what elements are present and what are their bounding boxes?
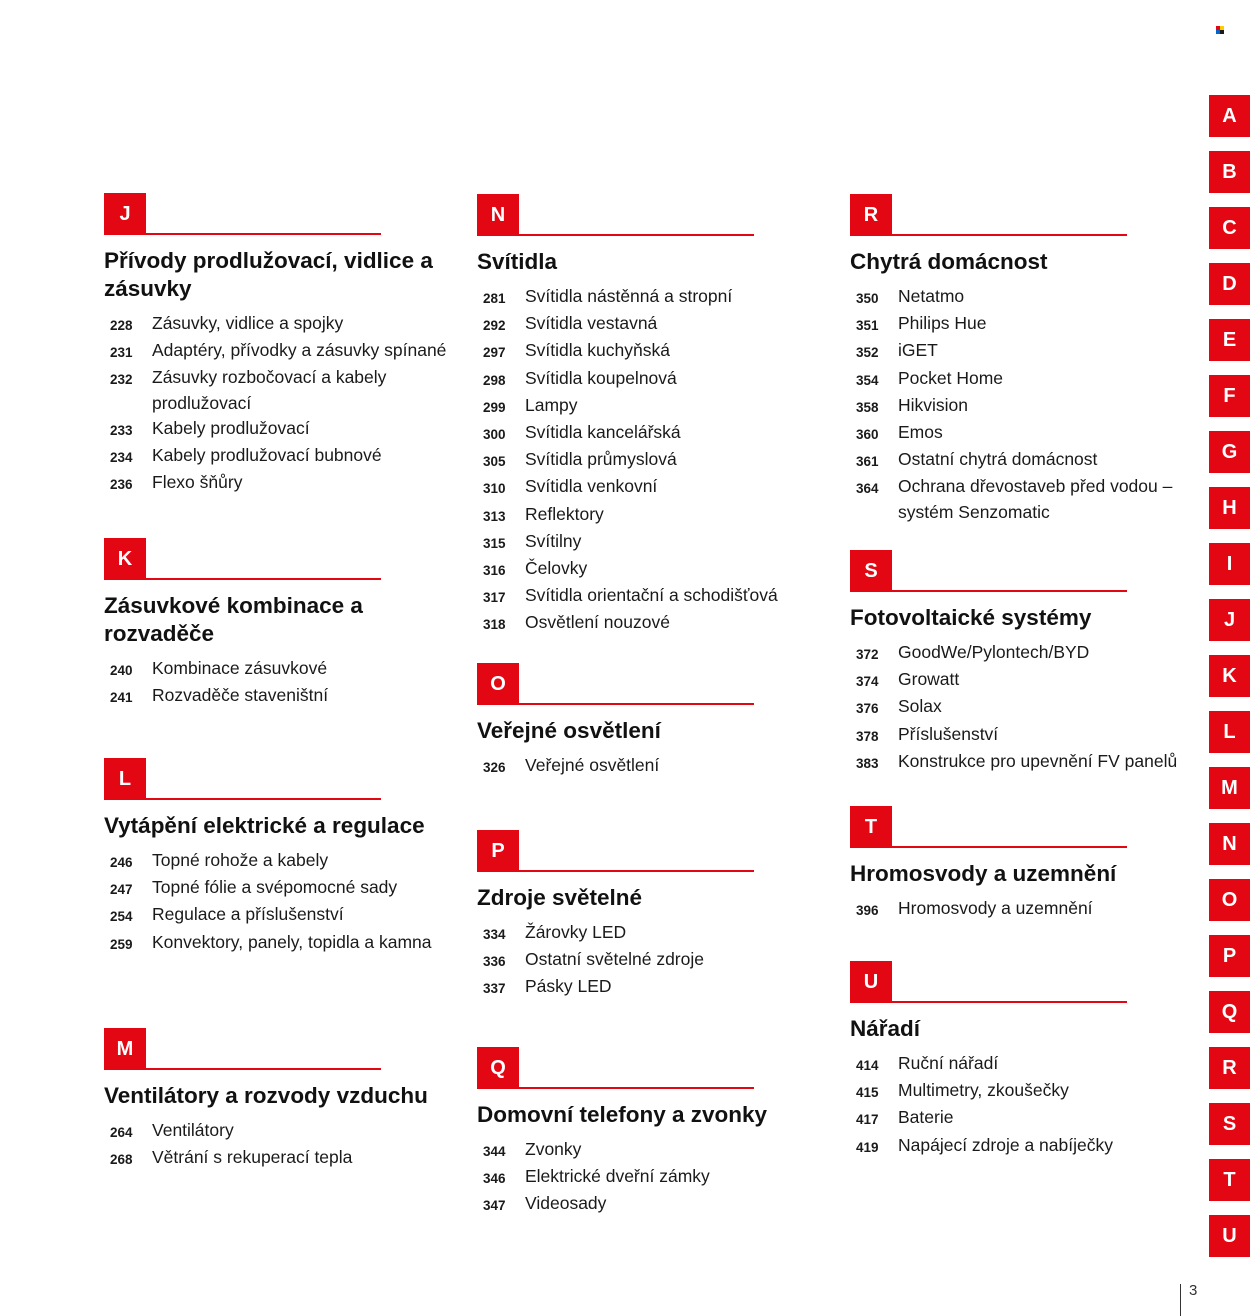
entry-page-number: 354: [856, 372, 879, 388]
index-entry[interactable]: [850, 284, 1195, 311]
entry-page-number: 305: [483, 454, 506, 470]
alphabet-tab-m[interactable]: M: [1209, 767, 1250, 809]
section-letter-badge: Q: [477, 1047, 519, 1089]
entry-page-number: 346: [483, 1171, 506, 1187]
page-number: 3: [1189, 1282, 1198, 1299]
section-title: Domovní telefony a zvonky: [477, 1102, 768, 1127]
alphabet-tab-g[interactable]: G: [1209, 431, 1250, 473]
index-entry[interactable]: [104, 683, 464, 710]
entry-page-number: 315: [483, 535, 506, 551]
section-header: [104, 193, 464, 235]
section-title: Nářadí: [850, 1016, 921, 1041]
section-letter-badge: O: [477, 663, 519, 705]
section-title: Zdroje světelné: [477, 885, 643, 910]
entry-page-number: 360: [856, 427, 879, 443]
entry-label: Svítidla nástěnná a stropní: [525, 286, 733, 306]
index-entry[interactable]: [850, 366, 1195, 393]
section-l: [104, 758, 464, 957]
entry-label: Hromosvody a uzemnění: [898, 898, 1093, 918]
entry-list: [850, 1051, 1195, 1160]
index-entry[interactable]: [477, 338, 837, 365]
entry-page-number: 334: [483, 927, 506, 942]
index-entry[interactable]: [850, 1078, 1195, 1105]
section-title: Ventilátory a rozvody vzduchu: [104, 1083, 428, 1108]
entry-page-number: 419: [856, 1139, 879, 1155]
entry-list: [850, 284, 1195, 525]
index-entry[interactable]: [104, 365, 464, 415]
entry-label: Rozvaděče staveništní: [152, 685, 329, 706]
entry-label: Zvonky: [525, 1139, 582, 1159]
entry-label: Multimetry, zkoušečky: [898, 1080, 1069, 1101]
entry-page-number: 264: [110, 1125, 133, 1140]
index-entry[interactable]: [477, 474, 837, 501]
section-letter-badge: S: [850, 550, 892, 592]
entry-label: Videosady: [525, 1193, 607, 1214]
entry-label: Ostatní světelné zdroje: [525, 949, 704, 970]
entry-page-number: 378: [856, 728, 879, 744]
entry-page-number: 415: [856, 1085, 879, 1101]
section-letter-badge: J: [104, 193, 146, 235]
entry-label: Svítidla orientační a schodišťová: [525, 585, 778, 606]
section-title: Svítidla: [477, 249, 558, 274]
alphabet-tab-s[interactable]: S: [1209, 1103, 1250, 1145]
section-letter-badge: M: [104, 1028, 146, 1070]
index-entry[interactable]: [477, 284, 837, 311]
entry-label: Čelovky: [525, 558, 588, 579]
section-s: [850, 550, 1195, 776]
index-entry[interactable]: [850, 447, 1195, 474]
alphabet-tab-n[interactable]: N: [1209, 823, 1250, 865]
entry-label: iGET: [898, 340, 938, 361]
alphabet-tab-j[interactable]: J: [1209, 599, 1250, 641]
entry-label: Topné fólie a svépomocné sady: [152, 877, 398, 898]
entry-label: Ventilátory: [152, 1120, 234, 1140]
alphabet-tab-o[interactable]: O: [1209, 879, 1250, 921]
entry-label: Svítidla koupelnová: [525, 367, 677, 388]
section-divider: [146, 578, 381, 580]
section-u: [850, 961, 1195, 1160]
entry-page-number: 316: [483, 563, 506, 579]
section-header: [104, 538, 464, 580]
alphabet-tab-f[interactable]: F: [1209, 375, 1250, 417]
entry-label: Reflektory: [525, 503, 604, 524]
entry-page-number: 318: [483, 617, 506, 633]
alphabet-tab-e[interactable]: E: [1209, 319, 1250, 361]
entry-label: Svítidla průmyslová: [525, 449, 677, 470]
alphabet-tab-c[interactable]: C: [1209, 207, 1250, 249]
index-entry[interactable]: [477, 610, 837, 637]
index-entry[interactable]: [850, 1051, 1195, 1078]
section-n: [477, 194, 837, 638]
entry-page-number: 228: [110, 318, 133, 333]
entry-page-number: 233: [110, 422, 133, 438]
entry-label: Lampy: [525, 394, 578, 415]
section-letter-badge: T: [850, 806, 892, 848]
index-entry[interactable]: [104, 1118, 474, 1145]
entry-page-number: 414: [856, 1058, 879, 1073]
index-entry[interactable]: [850, 474, 1195, 524]
section-letter-badge: N: [477, 194, 519, 236]
section-j: [104, 193, 464, 497]
section-letter-badge: U: [850, 961, 892, 1003]
entry-page-number: 299: [483, 399, 506, 415]
index-entry[interactable]: [104, 443, 464, 470]
section-divider: [892, 1001, 1127, 1003]
alphabet-tab-i[interactable]: I: [1209, 543, 1250, 585]
index-entry[interactable]: [104, 848, 464, 875]
entry-label: Baterie: [898, 1107, 954, 1128]
entry-page-number: 231: [110, 345, 133, 361]
entry-page-number: 344: [483, 1144, 506, 1159]
entry-label: Svítidla venkovní: [525, 476, 658, 497]
entry-page-number: 351: [856, 318, 879, 334]
index-entry[interactable]: [104, 416, 464, 443]
alphabet-tab-h[interactable]: H: [1209, 487, 1250, 529]
section-divider: [892, 846, 1127, 848]
section-letter-badge: R: [850, 194, 892, 236]
entry-label: Emos: [898, 422, 943, 443]
section-divider: [519, 703, 754, 705]
index-entry[interactable]: [104, 902, 464, 929]
entry-label: Topné rohože a kabely: [152, 850, 329, 870]
index-entry[interactable]: [104, 875, 464, 902]
entry-page-number: 374: [856, 674, 879, 690]
section-letter-badge: K: [104, 538, 146, 580]
section-q: [477, 1047, 817, 1219]
entry-page-number: 337: [483, 981, 506, 997]
section-title: Zásuvkové kombinace a rozvaděče: [104, 593, 363, 646]
section-r: [850, 194, 1195, 525]
index-entry[interactable]: [477, 420, 837, 447]
section-header: [850, 806, 1195, 848]
entry-page-number: 236: [110, 477, 133, 493]
entry-label: Kombinace zásuvkové: [152, 658, 328, 678]
section-header: [850, 550, 1195, 592]
entry-page-number: 246: [110, 855, 133, 870]
entry-label: Growatt: [898, 669, 960, 690]
entry-label: Pásky LED: [525, 976, 612, 997]
entry-label: Ostatní chytrá domácnost: [898, 449, 1098, 470]
entry-page-number: 298: [483, 372, 506, 388]
entry-label: Příslušenství: [898, 723, 999, 744]
entry-page-number: 292: [483, 318, 506, 334]
section-divider: [519, 234, 754, 236]
index-entry[interactable]: [104, 338, 464, 365]
index-entry[interactable]: [850, 1133, 1195, 1160]
index-entry[interactable]: [104, 1145, 474, 1172]
index-entry[interactable]: [104, 656, 464, 683]
index-entry[interactable]: [104, 470, 464, 497]
section-divider: [146, 233, 381, 235]
index-entry[interactable]: [477, 974, 837, 1001]
entry-list: [477, 920, 837, 1002]
brand-logo-mark: [1216, 26, 1224, 34]
section-header: [477, 194, 837, 236]
entry-list: [850, 896, 1195, 923]
entry-page-number: 372: [856, 647, 879, 662]
section-title: Přívody prodlužovací, vidlice a zásuvky: [104, 248, 433, 301]
entry-page-number: 350: [856, 291, 879, 306]
entry-label: Elektrické dveřní zámky: [525, 1166, 710, 1187]
entry-label: Ruční nářadí: [898, 1053, 999, 1073]
index-entry[interactable]: [850, 896, 1195, 923]
index-entry[interactable]: [477, 447, 837, 474]
entry-page-number: 383: [856, 755, 879, 771]
alphabet-tab-l[interactable]: L: [1209, 711, 1250, 753]
entry-page-number: 417: [856, 1112, 879, 1128]
index-entry[interactable]: [477, 753, 837, 780]
index-entry[interactable]: [850, 338, 1195, 365]
entry-label: GoodWe/Pylontech/BYD: [898, 642, 1090, 662]
entry-label: Větrání s rekuperací tepla: [152, 1147, 353, 1168]
entry-label: Netatmo: [898, 286, 965, 306]
section-header: [104, 1028, 474, 1070]
index-entry[interactable]: [850, 667, 1195, 694]
entry-label: Regulace a příslušenství: [152, 904, 344, 925]
entry-page-number: 364: [856, 481, 879, 497]
alphabet-tab-p[interactable]: P: [1209, 935, 1250, 977]
entry-list: [104, 848, 464, 957]
entry-page-number: 300: [483, 427, 506, 443]
index-entry[interactable]: [477, 1191, 817, 1218]
entry-label: Ochrana dřevostaveb před vodou – systém Senzomatic: [898, 476, 1173, 522]
entry-label: Žárovky LED: [525, 922, 627, 942]
entry-page-number: 361: [856, 454, 879, 470]
alphabet-tab-q[interactable]: Q: [1209, 991, 1250, 1033]
index-entry[interactable]: [477, 947, 837, 974]
index-entry[interactable]: [477, 1164, 817, 1191]
entry-page-number: 352: [856, 345, 879, 361]
entry-label: Svítilny: [525, 530, 582, 551]
index-entry[interactable]: [477, 529, 837, 556]
alphabet-tab-r[interactable]: R: [1209, 1047, 1250, 1089]
entry-label: Solax: [898, 696, 942, 717]
section-p: [477, 830, 837, 1002]
index-entry[interactable]: [477, 1137, 817, 1164]
index-entry[interactable]: [850, 694, 1195, 721]
alphabet-tab-k[interactable]: K: [1209, 655, 1250, 697]
entry-page-number: 336: [483, 954, 506, 970]
entry-page-number: 259: [110, 936, 133, 952]
entry-page-number: 241: [110, 690, 133, 706]
entry-label: Osvětlení nouzové: [525, 612, 670, 633]
section-title: Veřejné osvětlení: [477, 718, 661, 743]
entry-list: [850, 640, 1195, 776]
index-entry[interactable]: [850, 420, 1195, 447]
index-entry[interactable]: [477, 920, 837, 947]
entry-page-number: 254: [110, 909, 133, 925]
section-header: [850, 961, 1195, 1003]
entry-list: [104, 1118, 474, 1172]
index-entry[interactable]: [104, 930, 464, 957]
entry-label: Adaptéry, přívodky a zásuvky spínané: [152, 340, 447, 361]
entry-label: Napájecí zdroje a nabíječky: [898, 1134, 1113, 1155]
index-entry[interactable]: [850, 393, 1195, 420]
entry-label: Zásuvky, vidlice a spojky: [152, 313, 344, 333]
entry-page-number: 297: [483, 345, 506, 361]
section-divider: [892, 234, 1127, 236]
section-o: [477, 663, 837, 780]
entry-page-number: 310: [483, 481, 506, 497]
index-entry[interactable]: [477, 583, 837, 610]
index-entry[interactable]: [477, 556, 837, 583]
entry-page-number: 240: [110, 663, 133, 678]
entry-page-number: 247: [110, 882, 133, 898]
section-divider: [519, 870, 754, 872]
entry-page-number: 313: [483, 508, 506, 524]
index-entry[interactable]: [477, 366, 837, 393]
section-t: [850, 806, 1195, 923]
section-header: [477, 663, 837, 705]
entry-list: [104, 656, 464, 710]
entry-page-number: 396: [856, 903, 879, 918]
entry-page-number: 234: [110, 450, 133, 466]
section-letter-badge: P: [477, 830, 519, 872]
entry-page-number: 232: [110, 372, 133, 388]
entry-label: Svítidla kancelářská: [525, 422, 681, 443]
index-entry[interactable]: [850, 1105, 1195, 1132]
entry-page-number: 358: [856, 399, 879, 415]
section-divider: [519, 1087, 754, 1089]
entry-page-number: 281: [483, 291, 506, 306]
entry-list: [477, 753, 837, 780]
entry-page-number: 347: [483, 1198, 506, 1214]
alphabet-tab-b[interactable]: B: [1209, 151, 1250, 193]
section-k: [104, 538, 464, 710]
entry-label: Hikvision: [898, 394, 969, 415]
index-entry[interactable]: [850, 311, 1195, 338]
section-divider: [892, 590, 1127, 592]
alphabet-tab-t[interactable]: T: [1209, 1159, 1250, 1201]
alphabet-tab-u[interactable]: U: [1209, 1215, 1250, 1257]
index-entry[interactable]: [477, 393, 837, 420]
entry-page-number: 268: [110, 1152, 133, 1168]
entry-label: Svítidla kuchyňská: [525, 340, 670, 361]
entry-label: Zásuvky rozbočovací a kabely prodlužovací: [152, 367, 387, 413]
section-header: [477, 1047, 817, 1089]
section-divider: [146, 1068, 381, 1070]
entry-label: Veřejné osvětlení: [525, 755, 660, 775]
index-entry[interactable]: [104, 311, 464, 338]
alphabet-tab-d[interactable]: D: [1209, 263, 1250, 305]
section-letter-badge: L: [104, 758, 146, 800]
entry-list: [104, 311, 464, 497]
entry-label: Kabely prodlužovací: [152, 417, 310, 438]
section-title: Fotovoltaické systémy: [850, 605, 1092, 630]
entry-page-number: 326: [483, 760, 506, 775]
index-entry[interactable]: [477, 502, 837, 529]
section-m: [104, 1028, 474, 1172]
index-entry[interactable]: [850, 749, 1195, 776]
entry-list: [477, 284, 837, 638]
index-entry[interactable]: [850, 640, 1195, 667]
page-number-rule: [1180, 1284, 1181, 1316]
entry-label: Philips Hue: [898, 313, 987, 334]
section-title: Hromosvody a uzemnění: [850, 861, 1117, 886]
entry-page-number: 376: [856, 701, 879, 717]
entry-label: Konvektory, panely, topidla a kamna: [152, 931, 432, 952]
index-entry[interactable]: [850, 722, 1195, 749]
entry-label: Flexo šňůry: [152, 472, 243, 493]
section-header: [477, 830, 837, 872]
section-header: [850, 194, 1195, 236]
section-title: Chytrá domácnost: [850, 249, 1048, 274]
alphabet-tab-a[interactable]: A: [1209, 95, 1250, 137]
section-divider: [146, 798, 381, 800]
entry-label: Pocket Home: [898, 367, 1004, 388]
entry-label: Svítidla vestavná: [525, 313, 658, 334]
entry-page-number: 317: [483, 590, 506, 606]
entry-list: [477, 1137, 817, 1219]
section-title: Vytápění elektrické a regulace: [104, 813, 425, 838]
section-header: [104, 758, 464, 800]
entry-label: Kabely prodlužovací bubnové: [152, 445, 382, 466]
entry-label: Konstrukce pro upevnění FV panelů: [898, 750, 1178, 771]
index-entry[interactable]: [477, 311, 837, 338]
